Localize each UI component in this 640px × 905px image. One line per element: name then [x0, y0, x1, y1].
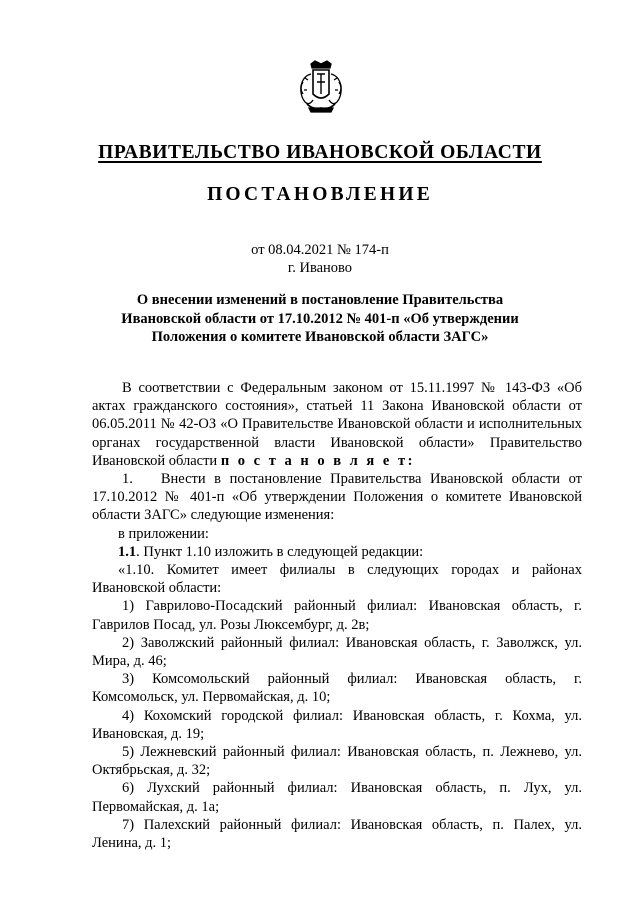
branch-item: 3) Комсомольский районный филиал: Ивановская область, г. Комсомольск, ул. Первомайская, д. 10;: [92, 671, 582, 706]
government-name-heading: ПРАВИТЕЛЬСТВО ИВАНОВСКОЙ ОБЛАСТИ: [98, 142, 542, 163]
document-type-heading: ПОСТАНОВЛЕНИЕ: [207, 184, 433, 205]
branch-item: 1) Гаврилово-Посадский районный филиал: Ивановская область, г. Гаврилов Посад, ул. Розы Люксембург, д. 2в;: [92, 598, 582, 633]
branch-item: 5) Лежневский районный филиал: Ивановская область, п. Лежнево, ул. Октябрьская, д. 32;: [92, 744, 582, 779]
decides-text: п о с т а н о в л я е т:: [220, 452, 415, 469]
date-number: от 08.04.2021 № 174-п: [251, 242, 389, 258]
in-appendix-paragraph: в приложении:: [118, 525, 209, 542]
city: г. Иваново: [287, 260, 353, 276]
subitem-1-1-number: 1.1: [118, 543, 137, 560]
title-line-1: О внесении изменений в постановление Правительства: [136, 292, 504, 308]
branch-item: 4) Кохомский городской филиал: Ивановская область, г. Кохма, ул. Ивановская, д. 19;: [92, 707, 582, 742]
date-block: [0, 241, 640, 277]
item-1-number: 1.: [122, 471, 133, 488]
item-1-text: Внести в постановление Правительства Ивановской области от 17.10.2012 № 401-п «Об утверждении Положения о комитете Ивановской области ЗАГС» следующие изменения:: [92, 471, 582, 524]
point-1-10-paragraph: «1.10. Комитет имеет филиалы в следующих городах и районах Ивановской области:: [92, 562, 582, 597]
title-line-3: Положения о комитете Ивановской области ЗАГС»: [151, 329, 489, 345]
preamble-paragraph: [92, 379, 582, 470]
subitem-1-1-text: . Пункт 1.10 изложить в следующей редакции:: [136, 543, 424, 560]
branch-item: 7) Палехский районный филиал: Ивановская область, п. Палех, ул. Ленина, д. 1;: [92, 816, 582, 852]
document-body: [92, 379, 582, 852]
item-1-paragraph: [92, 470, 582, 525]
subitem-1-1-paragraph: [92, 543, 582, 561]
document-title: [0, 291, 640, 347]
title-line-2: Ивановской области от 17.10.2012 № 401-п «Об утверждении: [121, 310, 519, 327]
branch-item: 2) Заволжский районный филиал: Ивановская область, г. Заволжск, ул. Мира, д. 46;: [92, 634, 582, 670]
coat-of-arms-emblem: [297, 60, 345, 120]
preamble-text: В соответствии с Федеральным законом от 15.11.1997 № 143-ФЗ «Об актах гражданского состояния», статьей 11 Закона Ивановской области от 06.05.2011 № 42-ОЗ «О Правительстве Ивановской области и исполнительных органах государственной власти Ивановской области» Правительство Ивановской области: [92, 380, 582, 469]
branch-item: 6) Лухский районный филиал: Ивановская область, п. Лух, ул. Первомайская, д. 1а;: [92, 780, 582, 815]
